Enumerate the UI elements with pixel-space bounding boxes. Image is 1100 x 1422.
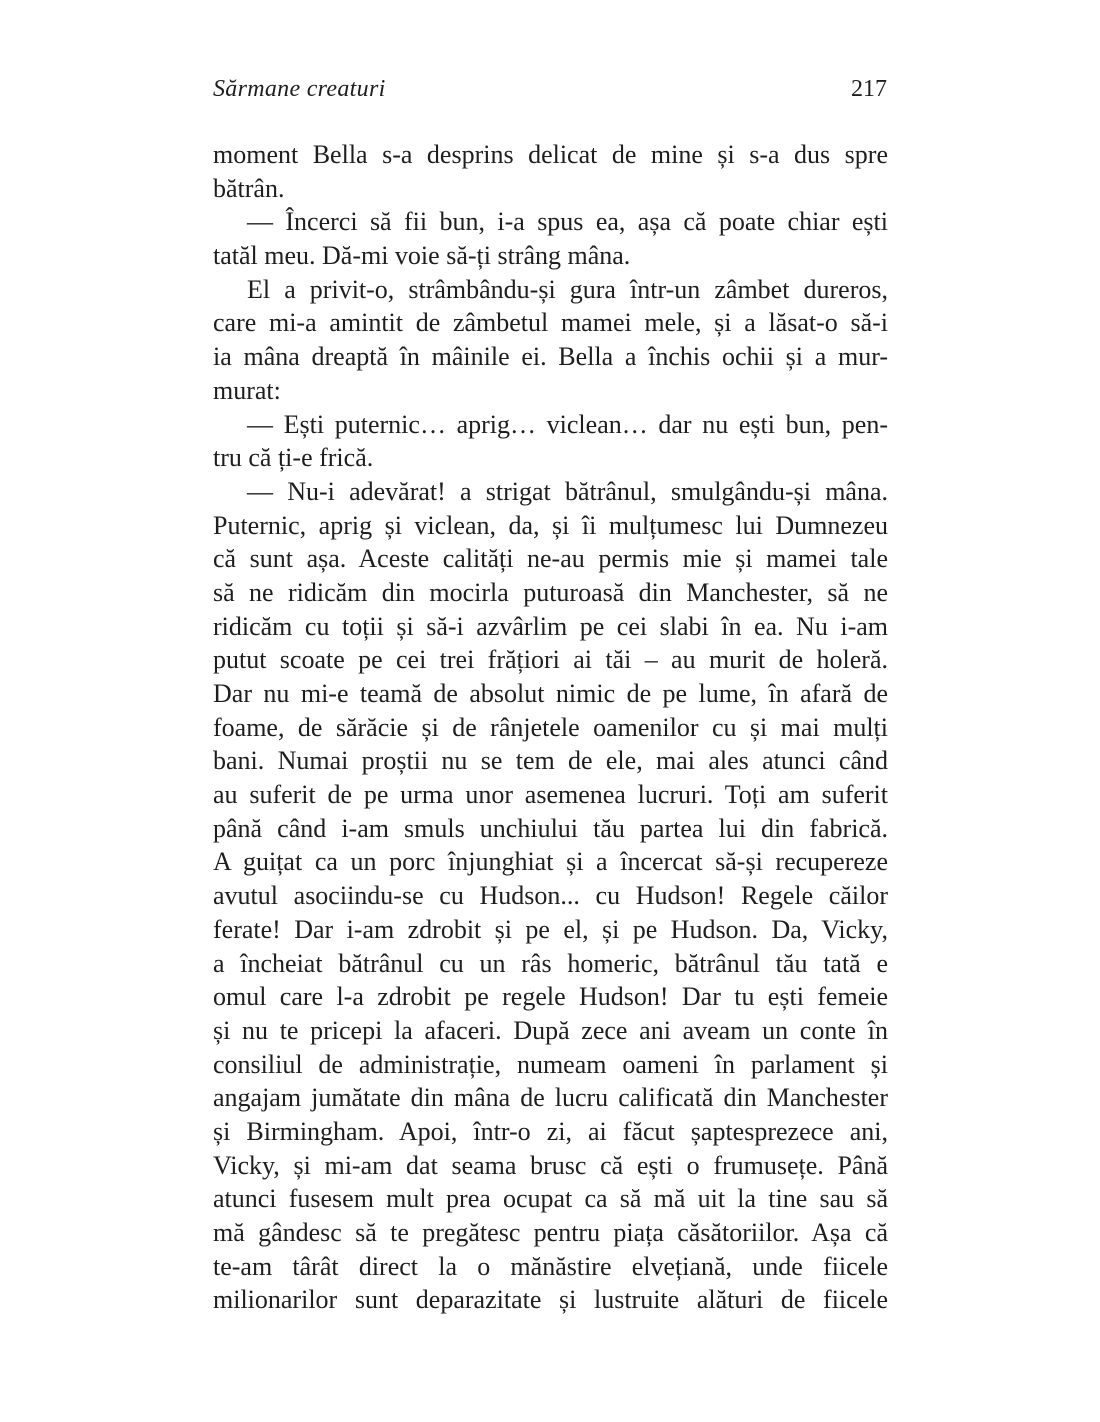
text-line: până când i-am smuls unchiului tău partea lui din fabrică.: [213, 813, 888, 843]
text-line: tru că ți-e frică.: [213, 443, 374, 473]
text-line: mă gândesc să te pregătesc pentru piața căsătoriilor. Așa că: [213, 1218, 888, 1247]
text-line: angajam jumătate din mâna de lucru calificată din Manchester: [213, 1083, 888, 1113]
text-line: — Încerci să fii bun, i-a spus ea, așa că poate chiar ești: [247, 207, 888, 237]
page-number: 217: [851, 76, 887, 102]
text-line: și Birmingham. Apoi, într-o zi, ai făcut șaptesprezece ani,: [213, 1116, 888, 1146]
text-line: putut scoate pe cei trei frățiori ai tăi – au murit de holeră.: [213, 645, 888, 675]
text-line: Dar nu mi-e teamă de absolut nimic de pe lume, în afară de: [213, 679, 888, 708]
text-line: ridicăm cu toții și să-i azvârlim pe cei slabi în ea. Nu i-am: [213, 611, 888, 641]
text-line: A guițat ca un porc înjunghiat și a încercat să-și recupereze: [213, 847, 888, 877]
text-line: omul care l-a zdrobit pe regele Hudson! Dar tu ești femeie: [213, 982, 888, 1012]
text-line: — Nu-i adevărat! a strigat bătrânul, smulgându-și mâna.: [247, 476, 888, 506]
body-text: [213, 138, 888, 1317]
text-line: au suferit de pe urma unor asemenea lucruri. Toți am suferit: [213, 780, 888, 810]
text-line: că sunt așa. Aceste calități ne-au permis mie și mamei tale: [213, 544, 888, 574]
running-head: [213, 72, 887, 106]
text-line: Puternic, aprig și viclean, da, și îi mulțumesc lui Dumnezeu: [213, 510, 888, 540]
text-line: bani. Numai proștii nu se tem de ele, mai ales atunci când: [213, 746, 888, 776]
running-title: Sărmane creaturi: [213, 76, 386, 102]
text-line: — Ești puternic… aprig… viclean… dar nu ești bun, pen-: [247, 409, 888, 439]
text-line: care mi-a amintit de zâmbetul mamei mele, și a lăsat-o să-i: [213, 308, 888, 338]
text-line: atunci fusesem mult prea ocupat ca să mă uit la tine sau să: [213, 1184, 888, 1214]
text-line: murat:: [213, 375, 281, 405]
text-line: să ne ridicăm din mocirla puturoasă din Manchester, să ne: [213, 577, 888, 607]
text-line: Vicky, și mi-am dat seama brusc că ești o frumusețe. Până: [213, 1150, 888, 1180]
text-line: consiliul de administrație, numeam oameni în parlament și: [213, 1049, 888, 1079]
text-line: a încheiat bătrânul cu un râs homeric, bătrânul tău tată e: [213, 948, 888, 978]
text-line: El a privit-o, strâmbându-și gura într-un zâmbet dureros,: [247, 274, 888, 304]
text-line: milionarilor sunt deparazitate și lustruite alături de fiicele: [213, 1285, 888, 1315]
text-line: și nu te pricepi la afaceri. După zece ani aveam un conte în: [213, 1015, 888, 1045]
text-line: avutul asociindu-se cu Hudson... cu Hudson! Regele căilor: [213, 881, 888, 911]
text-line: ferate! Dar i-am zdrobit și pe el, și pe Hudson. Da, Vicky,: [213, 914, 888, 944]
text-line: moment Bella s-a desprins delicat de mine și s-a dus spre: [213, 140, 888, 169]
text-line: te-am târât direct la o mănăstire elvețiană, unde fiicele: [213, 1251, 888, 1281]
text-line: tatăl meu. Dă-mi voie să-ți strâng mâna.: [213, 241, 631, 271]
text-line: bătrân.: [213, 173, 285, 203]
text-line: ia mâna dreaptă în mâinile ei. Bella a închis ochii și a mur-: [213, 342, 888, 372]
text-line: foame, de sărăcie și de rânjetele oamenilor cu și mai mulți: [213, 712, 888, 742]
